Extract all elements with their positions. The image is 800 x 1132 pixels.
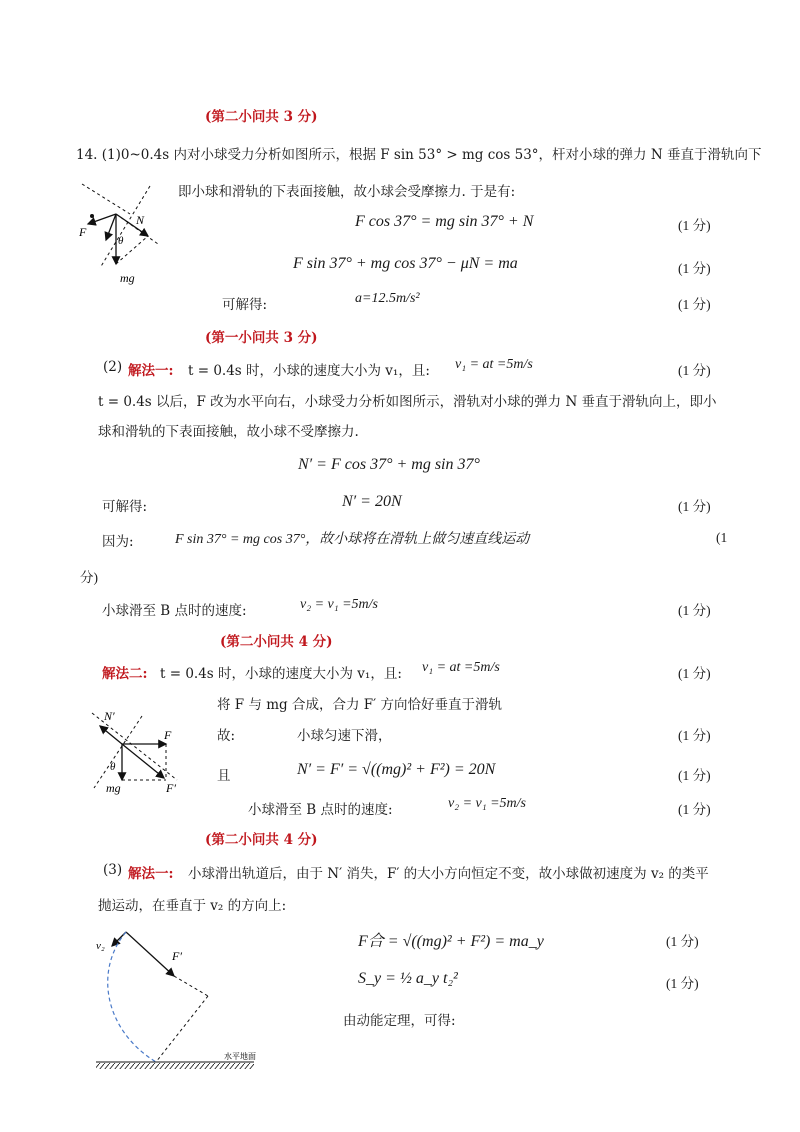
p2-solve-label: 可解得:: [102, 499, 148, 515]
p2-because-eq: F sin 37° = mg cos 37°，故小球将在滑轨上做匀速直线运动: [175, 532, 530, 547]
p2-line1-text: t = 0.4s 时，小球的速度大小为 v₁，且:: [188, 363, 430, 379]
score-eq1: (1 分): [678, 218, 711, 233]
q14-eq2: F sin 37° + mg cos 37° − μN = ma: [293, 255, 518, 272]
fig2-label-mg: mg: [106, 781, 121, 795]
score-p2-because-a: (1: [716, 530, 728, 545]
p2-b-val: v₂ = v₁ =5m/s: [300, 597, 379, 612]
fig3-label-v2: v₂: [96, 940, 105, 952]
fig1-label-mg: mg: [120, 271, 135, 285]
q14-solve-val: a=12.5m/s²: [355, 291, 420, 306]
p2m2-qie-eq: N′ = F′ = √((mg)² + F²) = 20N: [297, 761, 496, 778]
p3-line3: 由动能定理，可得:: [343, 1013, 456, 1029]
p2-label: (2): [103, 359, 123, 375]
p3-label: (3): [103, 862, 123, 878]
p2m2-line1-text: t = 0.4s 时，小球的速度大小为 v₁，且:: [160, 666, 402, 682]
p2-because-label: 因为:: [102, 534, 134, 550]
score-p2m2-b: (1 分): [678, 802, 711, 817]
p3-eq1: F合 = √((mg)² + F²) = ma_y: [358, 933, 544, 950]
fig1-label-F: F: [79, 225, 87, 239]
score-solve: (1 分): [678, 297, 711, 312]
p2-b-label: 小球滑至 B 点时的速度:: [102, 603, 247, 619]
fig1-label-N: N: [136, 213, 145, 227]
p2m2-qie-label: 且: [217, 768, 231, 784]
score-p3-eq1: (1 分): [666, 934, 699, 949]
fig3-label-ground: 水平地面: [224, 1052, 256, 1061]
p2-method1-tag: 解法一:: [128, 363, 174, 379]
score-p2m2-gu: (1 分): [678, 728, 711, 743]
p2-line2: t = 0.4s 以后，F 改为水平向右，小球受力分析如图所示，滑轨对小球的弹力 N 垂直于滑轨向上，即小: [98, 394, 717, 410]
fig1-label-theta: θ: [118, 235, 124, 247]
p3-line1: 小球滑出轨道后，由于 N′ 消失，F′ 的大小方向恒定不变，故小球做初速度为 v₂ 的类平: [188, 866, 709, 882]
part1-total: (第一小问共 3 分): [205, 330, 318, 346]
score-p2-solve: (1 分): [678, 499, 711, 514]
part2-score-note: (第二小问共 3 分): [205, 109, 318, 125]
fig2-label-N-prime: N′: [104, 709, 115, 723]
p2-solve-val: N′ = 20N: [342, 493, 402, 510]
fig2-label-F-prime: F′: [166, 781, 176, 795]
p2m2-b-label: 小球滑至 B 点时的速度:: [248, 802, 393, 818]
force-diagram-2: [82, 708, 187, 798]
q14-intro-line1: 14. (1)0~0.4s 内对小球受力分析如图所示，根据 F sin 53° > mg cos 53°，杆对小球的弹力 N 垂直于滑轨向下: [76, 147, 762, 163]
p2-method2-tag: 解法二:: [102, 666, 148, 682]
p2m2-b-val: v₂ = v₁ =5m/s: [448, 796, 527, 811]
p2m2-line1-eq: v₁ = at =5m/s: [422, 660, 500, 675]
trajectory-diagram: [94, 920, 274, 1070]
q14-solve-label: 可解得:: [222, 297, 268, 313]
score-p2-because-b: 分): [80, 570, 98, 585]
q14-intro-line2: 即小球和滑轨的下表面接触，故小球会受摩擦力. 于是有:: [178, 184, 516, 200]
p2-total-b: (第二小问共 4 分): [205, 832, 318, 848]
p3-method1-tag: 解法一:: [128, 866, 174, 882]
score-p2m2-qie: (1 分): [678, 768, 711, 783]
q14-eq1: F cos 37° = mg sin 37° + N: [355, 213, 534, 230]
fig2-label-F: F: [164, 728, 172, 742]
p2-line3: 球和滑轨的下表面接触，故小球不受摩擦力.: [98, 424, 359, 440]
p2m2-gu-label: 故:: [217, 728, 236, 744]
score-p2-b: (1 分): [678, 603, 711, 618]
p2-eq-n: N′ = F cos 37° + mg sin 37°: [298, 456, 480, 473]
force-diagram-1: [78, 178, 170, 288]
p2m2-line2: 将 F 与 mg 合成，合力 F′ 方向恰好垂直于滑轨: [217, 697, 502, 713]
fig2-label-theta: θ: [110, 761, 116, 773]
p2-line1-eq: v₁ = at =5m/s: [455, 357, 533, 372]
p2m2-gu-text: 小球匀速下滑，: [297, 728, 392, 744]
fig3-label-F-prime: F′: [172, 949, 182, 963]
p2-total-a: (第二小问共 4 分): [220, 634, 333, 650]
score-eq2: (1 分): [678, 261, 711, 276]
p3-eq2: S_y = ½ a_y t₂²: [358, 970, 458, 987]
p3-line2: 抛运动，在垂直于 v₂ 的方向上:: [98, 898, 287, 914]
score-p2m2-line1: (1 分): [678, 666, 711, 681]
score-p3-eq2: (1 分): [666, 976, 699, 991]
score-p2-line1: (1 分): [678, 363, 711, 378]
